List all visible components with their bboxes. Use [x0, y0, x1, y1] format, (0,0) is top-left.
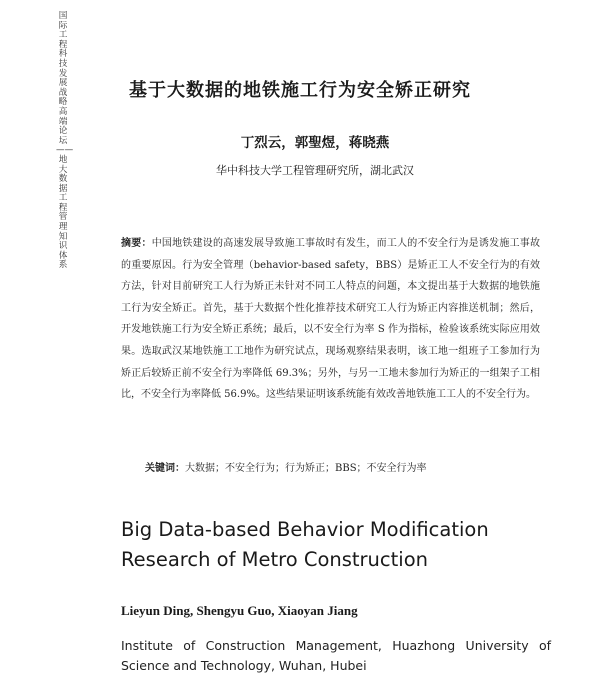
keywords-text: 大数据；不安全行为；行为矫正；BBS；不安全行为率: [185, 463, 427, 474]
chinese-title: 基于大数据的地铁施工行为安全矫正研究: [129, 80, 471, 101]
chinese-abstract: [121, 233, 540, 406]
abstract-text: 中国地铁建设的高速发展导致施工事故时有发生，而工人的不安全行为是诱发施工事故的重要原因。行为安全管理（behavior-based safety，BBS）是矫正工人不安全行为的有效方法，针对目前研究工人行为矫正未针对不同工人特点的问题，本文提出基于大数据的地铁施工行为安全矫正。首先，基于大数据个性化推荐技术研究工人行为矫正内容推送机制；然后，开发地铁施工行为安全矫正系统；最后，以不安全行为率 S 作为指标，检验该系统实际应用效果。选取武汉某地铁施工工地作为研究试点，现场观察结果表明，该工地一组班子工参加行为矫正后较矫正前不安全行为率降低 69.3%；另外，与另一工地未参加行为矫正的一组架子工相比，不安全行为率降低 56.9%。这些结果证明该系统能有效改善地铁施工工人的不安全行为。: [121, 238, 541, 401]
english-authors: Lieyun Ding, Shengyu Guo, Xiaoyan Jiang: [121, 603, 358, 618]
chinese-keywords: [145, 461, 545, 477]
abstract-label: 摘要：: [121, 238, 152, 249]
keywords-label: 关键词：: [145, 463, 185, 474]
english-affiliation: Institute of Construction Management, Huazhong University of Science and Technology, Wuhan, Hubei: [121, 638, 551, 673]
side-note: 国际工程科技发展战略高端论坛——地大数据工程管理知识体系: [56, 11, 74, 271]
chinese-affiliation: 华中科技大学工程管理研究所，湖北武汉: [216, 164, 414, 177]
chinese-authors: 丁烈云，郭聖煜，蒋晓燕: [240, 135, 390, 151]
english-title: Big Data-based Behavior Modification Research of Metro Construction: [121, 518, 489, 571]
